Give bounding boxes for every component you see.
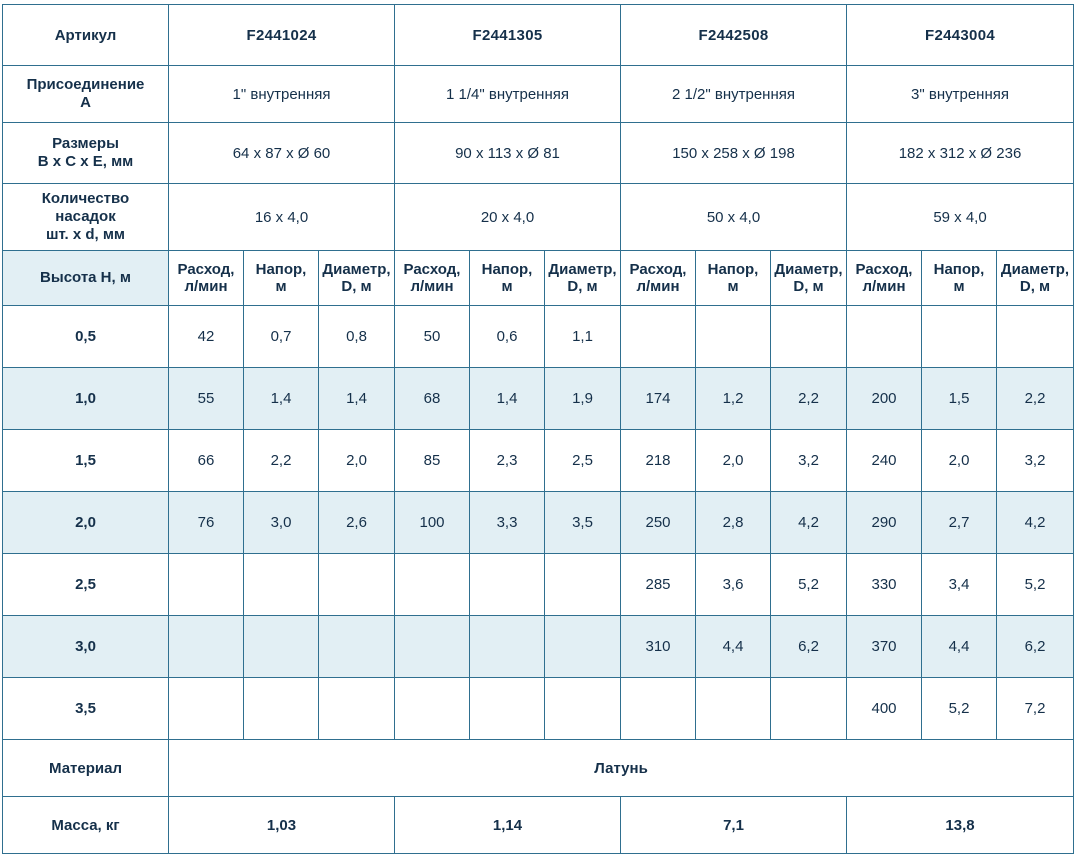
article-code-2[interactable]: F2441305 (395, 5, 621, 66)
cell-head: 0,6 (470, 306, 545, 368)
cell-head: 1,4 (244, 368, 319, 430)
cell-flow (621, 678, 696, 740)
mass-value-2: 1,14 (395, 797, 621, 854)
cell-head: 2,3 (470, 430, 545, 492)
row-label-dimensions (3, 123, 169, 184)
subheader-head-3-line2: м (727, 278, 739, 295)
article-code-1[interactable]: F2441024 (169, 5, 395, 66)
cell-diameter: 6,2 (771, 616, 847, 678)
cell-diameter (319, 616, 395, 678)
cell-flow (847, 306, 922, 368)
table-row-dimensions (3, 123, 1074, 184)
cell-flow (169, 616, 244, 678)
cell-flow: 76 (169, 492, 244, 554)
top-white-gap (170, 0, 1075, 3)
height-value: 2,5 (3, 554, 169, 616)
subheader-head-1-line1: Напор, (255, 260, 307, 278)
subheader-head-4-line1: Напор, (933, 260, 985, 278)
subheader-flow-3 (621, 251, 696, 306)
cell-head: 3,3 (470, 492, 545, 554)
subheader-flow-2-line1: Расход, (403, 260, 461, 278)
row-label-connection-line2: А (80, 94, 91, 111)
row-label-dimensions-line1: Размеры (52, 135, 119, 152)
height-value: 1,0 (3, 368, 169, 430)
cell-diameter: 3,2 (997, 430, 1074, 492)
subheader-diameter-2-line1: Диаметр, (548, 260, 617, 278)
subheader-flow-2 (395, 251, 470, 306)
table-row-mass (3, 797, 1074, 854)
row-label-article: Артикул (3, 5, 169, 66)
subheader-diameter-4-line1: Диаметр, (1000, 260, 1070, 278)
cell-head: 5,2 (922, 678, 997, 740)
cell-diameter (771, 678, 847, 740)
cell-diameter: 2,2 (997, 368, 1074, 430)
cell-head (922, 306, 997, 368)
cell-head: 3,4 (922, 554, 997, 616)
nozzles-value-3: 50 x 4,0 (621, 184, 847, 251)
mass-value-1: 1,03 (169, 797, 395, 854)
cell-diameter: 6,2 (997, 616, 1074, 678)
subheader-head-1 (244, 251, 319, 306)
dimensions-value-3: 150 x 258 x Ø 198 (621, 123, 847, 184)
dimensions-value-1: 64 x 87 x Ø 60 (169, 123, 395, 184)
cell-flow: 290 (847, 492, 922, 554)
cell-diameter (319, 678, 395, 740)
subheader-diameter-1-line2: D, м (341, 278, 372, 295)
subheader-head-3 (696, 251, 771, 306)
row-label-mass: Масса, кг (3, 797, 169, 854)
cell-flow: 174 (621, 368, 696, 430)
row-label-nozzles-line2: насадок (55, 208, 116, 225)
cell-flow: 370 (847, 616, 922, 678)
table-row (3, 616, 1074, 678)
nozzles-value-4: 59 x 4,0 (847, 184, 1074, 251)
cell-diameter: 2,2 (771, 368, 847, 430)
cell-head (244, 554, 319, 616)
cell-head (244, 616, 319, 678)
row-label-connection (3, 66, 169, 123)
cell-head: 2,8 (696, 492, 771, 554)
cell-diameter: 5,2 (771, 554, 847, 616)
connection-value-2: 1 1/4" внутренняя (395, 66, 621, 123)
cell-flow: 285 (621, 554, 696, 616)
cell-head: 1,4 (470, 368, 545, 430)
cell-head (696, 678, 771, 740)
article-code-4[interactable]: F2443004 (847, 5, 1074, 66)
subheader-diameter-3 (771, 251, 847, 306)
cell-diameter: 1,4 (319, 368, 395, 430)
nozzles-value-1: 16 x 4,0 (169, 184, 395, 251)
cell-flow: 200 (847, 368, 922, 430)
specification-table (2, 4, 1074, 854)
row-label-nozzles (3, 184, 169, 251)
connection-value-3: 2 1/2" внутренняя (621, 66, 847, 123)
table-row (3, 492, 1074, 554)
connection-value-1: 1" внутренняя (169, 66, 395, 123)
row-label-nozzles-line1: Количество (41, 190, 130, 207)
cell-flow: 100 (395, 492, 470, 554)
cell-head (470, 554, 545, 616)
subheader-diameter-3-line1: Диаметр, (774, 260, 843, 278)
subheader-head-4 (922, 251, 997, 306)
row-label-height: Высота Н, м (3, 251, 169, 306)
cell-head: 0,7 (244, 306, 319, 368)
subheader-head-2-line2: м (501, 278, 513, 295)
cell-diameter: 0,8 (319, 306, 395, 368)
subheader-flow-3-line1: Расход, (629, 260, 687, 278)
cell-head: 2,0 (696, 430, 771, 492)
cell-flow: 50 (395, 306, 470, 368)
subheader-diameter-4-line2: D, м (1019, 278, 1051, 295)
mass-value-3: 7,1 (621, 797, 847, 854)
cell-head: 3,0 (244, 492, 319, 554)
table-row-nozzles (3, 184, 1074, 251)
cell-diameter: 2,0 (319, 430, 395, 492)
height-value: 0,5 (3, 306, 169, 368)
subheader-head-3-line1: Напор, (707, 260, 759, 278)
table-row-article (3, 5, 1074, 66)
cell-diameter: 1,1 (545, 306, 621, 368)
height-value: 3,0 (3, 616, 169, 678)
cell-head: 4,4 (922, 616, 997, 678)
subheader-diameter-3-line2: D, м (793, 278, 824, 295)
cell-head: 1,5 (922, 368, 997, 430)
cell-flow: 310 (621, 616, 696, 678)
subheader-diameter-2-line2: D, м (567, 278, 598, 295)
dimensions-value-4: 182 x 312 x Ø 236 (847, 123, 1074, 184)
cell-head (470, 678, 545, 740)
cell-flow: 42 (169, 306, 244, 368)
table-row (3, 554, 1074, 616)
cell-diameter: 3,5 (545, 492, 621, 554)
cell-flow: 400 (847, 678, 922, 740)
table-row (3, 306, 1074, 368)
cell-diameter (545, 678, 621, 740)
subheader-flow-1 (169, 251, 244, 306)
cell-head: 2,0 (922, 430, 997, 492)
cell-diameter (545, 616, 621, 678)
connection-value-4: 3" внутренняя (847, 66, 1074, 123)
cell-diameter: 4,2 (771, 492, 847, 554)
subheader-head-2 (470, 251, 545, 306)
cell-flow: 68 (395, 368, 470, 430)
subheader-diameter-1 (319, 251, 395, 306)
cell-flow (169, 678, 244, 740)
cell-flow: 85 (395, 430, 470, 492)
height-value: 2,0 (3, 492, 169, 554)
cell-diameter: 2,5 (545, 430, 621, 492)
row-label-material: Материал (3, 740, 169, 797)
table-row (3, 678, 1074, 740)
cell-diameter (319, 554, 395, 616)
height-value: 3,5 (3, 678, 169, 740)
cell-diameter (997, 306, 1074, 368)
subheader-flow-1-line1: Расход, (177, 260, 235, 278)
subheader-diameter-4 (997, 251, 1074, 306)
article-code-3[interactable]: F2442508 (621, 5, 847, 66)
subheader-head-4-line2: м (953, 278, 965, 295)
mass-value-4: 13,8 (847, 797, 1074, 854)
cell-flow (621, 306, 696, 368)
cell-diameter (771, 306, 847, 368)
table-row-material (3, 740, 1074, 797)
row-label-dimensions-line2: B x C x E, мм (37, 153, 134, 170)
row-label-connection-line1: Присоединение (26, 76, 145, 93)
cell-flow: 66 (169, 430, 244, 492)
subheader-diameter-1-line1: Диаметр, (322, 260, 391, 278)
cell-head (244, 678, 319, 740)
cell-diameter (545, 554, 621, 616)
row-label-nozzles-line3: шт. x d, мм (45, 226, 126, 243)
table-row (3, 430, 1074, 492)
subheader-flow-4-line1: Расход, (855, 260, 913, 278)
subheader-flow-4 (847, 251, 922, 306)
cell-head: 2,2 (244, 430, 319, 492)
material-value: Латунь (169, 740, 1074, 797)
cell-diameter: 3,2 (771, 430, 847, 492)
cell-flow (169, 554, 244, 616)
subheader-flow-2-line2: л/мин (410, 278, 454, 295)
cell-flow (395, 616, 470, 678)
subheader-head-1-line2: м (275, 278, 287, 295)
cell-diameter: 4,2 (997, 492, 1074, 554)
cell-head: 3,6 (696, 554, 771, 616)
cell-flow: 240 (847, 430, 922, 492)
subheader-diameter-2 (545, 251, 621, 306)
cell-diameter: 7,2 (997, 678, 1074, 740)
cell-diameter: 1,9 (545, 368, 621, 430)
nozzles-value-2: 20 x 4,0 (395, 184, 621, 251)
subheader-flow-3-line2: л/мин (636, 278, 680, 295)
dimensions-value-2: 90 x 113 x Ø 81 (395, 123, 621, 184)
cell-diameter: 5,2 (997, 554, 1074, 616)
height-value: 1,5 (3, 430, 169, 492)
cell-flow: 330 (847, 554, 922, 616)
table-row-subheaders (3, 251, 1074, 306)
subheader-flow-4-line2: л/мин (862, 278, 906, 295)
subheader-flow-1-line2: л/мин (184, 278, 228, 295)
cell-flow (395, 678, 470, 740)
cell-flow: 250 (621, 492, 696, 554)
cell-flow: 218 (621, 430, 696, 492)
cell-flow (395, 554, 470, 616)
table-row-connection (3, 66, 1074, 123)
cell-head (696, 306, 771, 368)
table-row (3, 368, 1074, 430)
cell-head: 2,7 (922, 492, 997, 554)
cell-head (470, 616, 545, 678)
cell-flow: 55 (169, 368, 244, 430)
cell-head: 4,4 (696, 616, 771, 678)
cell-head: 1,2 (696, 368, 771, 430)
cell-diameter: 2,6 (319, 492, 395, 554)
subheader-head-2-line1: Напор, (481, 260, 533, 278)
